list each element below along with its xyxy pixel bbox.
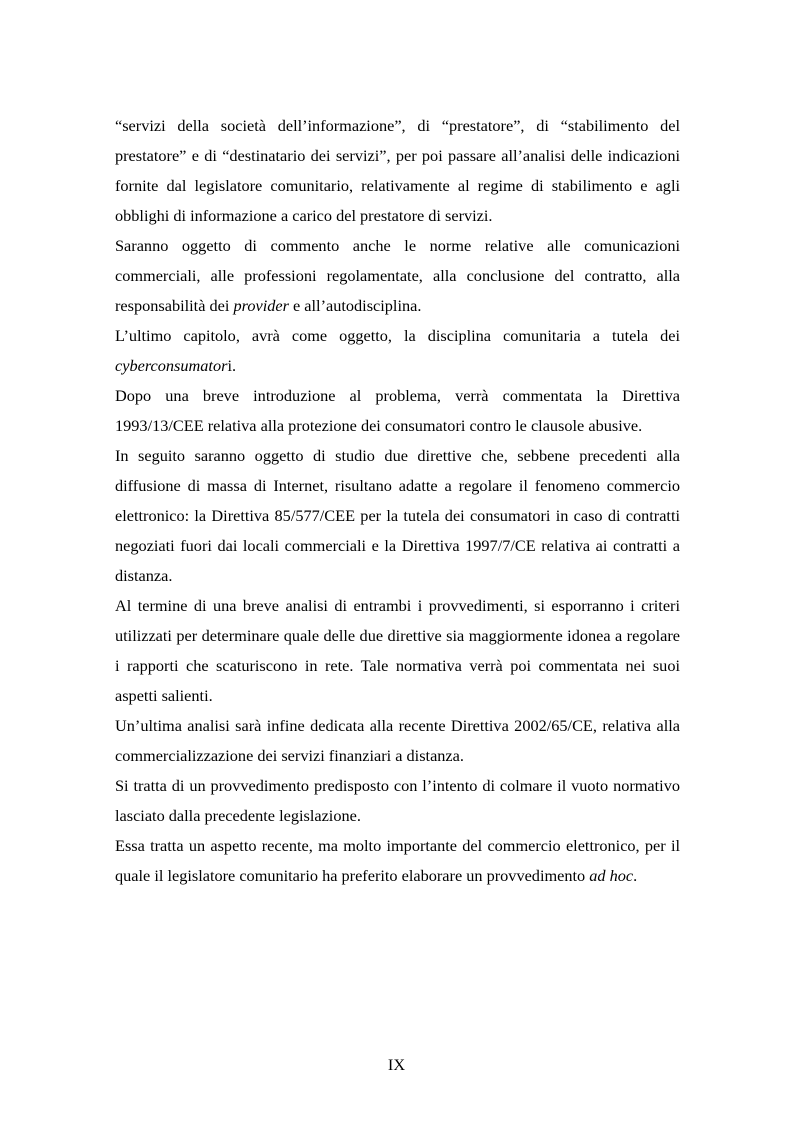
paragraph: In seguito saranno oggetto di studio due direttive che, sebbene precedenti alla diffusione di massa di Internet, risultano adatte a regolare il fenomeno commercio elettronico: la Direttiva 85/577/CEE per la tutela dei consumatori in caso di contratti negoziati fuori dai locali commerciali e la Direttiva 1997/7/CE relativa ai contratti a distanza. <box>115 446 680 585</box>
italic-term: ad hoc <box>589 866 634 885</box>
italic-term: provider <box>233 296 289 315</box>
paragraph: Al termine di una breve analisi di entrambi i provvedimenti, si esporranno i criteri utilizzati per determinare quale delle due direttive sia maggiormente idonea a regolare i rapporti che scaturiscono in rete. Tale normativa verrà poi commentata nei suoi aspetti salienti. <box>115 596 680 705</box>
paragraph: L’ultimo capitolo, avrà come oggetto, la disciplina comunitaria a tutela dei cyberconsumatori. <box>115 326 680 375</box>
italic-term: cyberconsumator <box>115 356 228 375</box>
paragraph: Un’ultima analisi sarà infine dedicata alla recente Direttiva 2002/65/CE, relativa alla commercializzazione dei servizi finanziari a distanza. <box>115 716 680 765</box>
paragraph: Dopo una breve introduzione al problema, verrà commentata la Direttiva 1993/13/CEE relativa alla protezione dei consumatori contro le clausole abusive. <box>115 386 680 435</box>
body-text <box>115 111 680 891</box>
paragraph: Si tratta di un provvedimento predisposto con l’intento di colmare il vuoto normativo lasciato dalla precedente legislazione. <box>115 776 680 825</box>
paragraph: “servizi della società dell’informazione”, di “prestatore”, di “stabilimento del prestatore” e di “destinatario dei servizi”, per poi passare all’analisi delle indicazioni fornite dal legislatore comunitario, relativamente al regime di stabilimento e agli obblighi di informazione a carico del prestatore di servizi. <box>115 116 680 225</box>
paragraph: Saranno oggetto di commento anche le norme relative alle comunicazioni commerciali, alle professioni regolamentate, alla conclusione del contratto, alla responsabilità dei provider e all’autodisciplina. <box>115 236 680 315</box>
paragraph: Essa tratta un aspetto recente, ma molto importante del commercio elettronico, per il quale il legislatore comunitario ha preferito elaborare un provvedimento ad hoc. <box>115 836 680 885</box>
page-number: IX <box>387 1055 406 1074</box>
